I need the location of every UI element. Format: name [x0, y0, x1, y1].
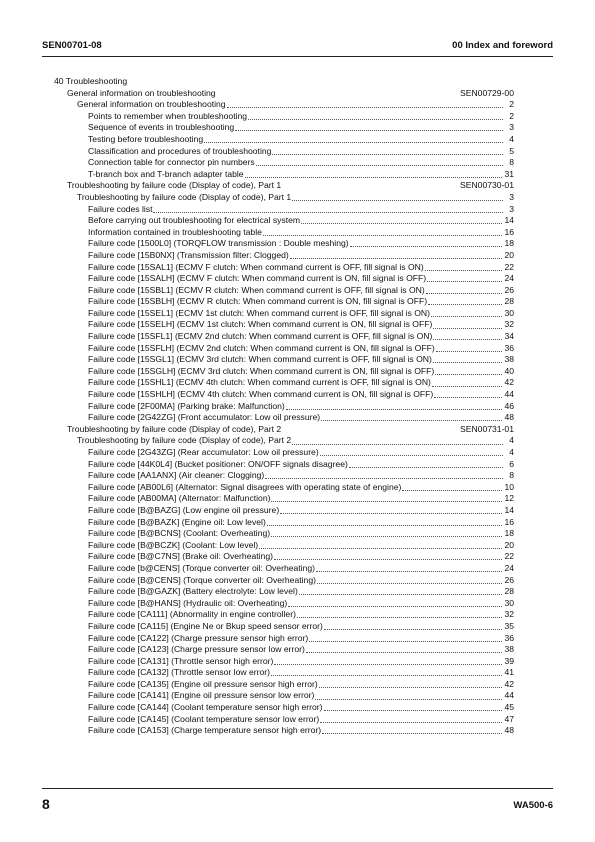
- page-ref: 39: [504, 655, 514, 666]
- entry-title: Failure code [44K0L4] (Bucket positioner: ON/OFF signals disagree): [88, 458, 348, 469]
- toc-entry[interactable]: [54, 690, 514, 702]
- dot-leader: [272, 154, 503, 155]
- page-ref: 24: [504, 562, 514, 573]
- dot-leader: [292, 444, 503, 445]
- entry-title: Failure code [B@C7NS] (Brake oil: Overheating): [88, 551, 273, 562]
- dot-leader: [288, 606, 502, 607]
- section-code: SEN00731-01: [460, 423, 514, 434]
- dot-leader: [435, 374, 502, 375]
- entry-title: Failure code [2F00MA] (Parking brake: Malfunction): [88, 400, 285, 411]
- toc-entry[interactable]: [54, 227, 514, 239]
- dot-leader: [265, 478, 503, 479]
- page-ref: 10: [504, 481, 514, 492]
- page-ref: 3: [509, 203, 514, 214]
- toc-entry[interactable]: [54, 285, 514, 297]
- page-ref: 20: [504, 539, 514, 550]
- entry-title: Failure code [CA145] (Coolant temperature sensor low error): [88, 713, 320, 724]
- page-ref: 3: [509, 191, 514, 202]
- page-ref: 48: [504, 725, 514, 736]
- entry-title: Before carrying out troubleshooting for electrical system: [88, 215, 301, 226]
- toc-entry[interactable]: [54, 575, 514, 587]
- page-ref: 44: [504, 389, 514, 400]
- dot-leader: [433, 339, 502, 340]
- page-ref: 14: [504, 504, 514, 515]
- page-ref: 40: [504, 365, 514, 376]
- dot-leader: [434, 397, 502, 398]
- toc-entry[interactable]: [54, 447, 514, 459]
- toc-entry[interactable]: [54, 354, 514, 366]
- toc-entry[interactable]: [54, 412, 514, 424]
- dot-leader: [319, 687, 503, 688]
- dot-leader: [433, 362, 503, 363]
- dot-leader: [263, 235, 503, 236]
- page-ref: 30: [504, 597, 514, 608]
- page-ref: 48: [504, 412, 514, 423]
- entry-title: Failure code [15SGL1] (ECMV 3rd clutch: When command current is OFF, fill signal is ON): [88, 354, 432, 365]
- page-ref: 16: [504, 226, 514, 237]
- entry-title: Failure code [15SHLH] (ECMV 4th clutch: When command current is ON, fill signal is OFF): [88, 389, 434, 400]
- toc-entry[interactable]: [54, 470, 514, 482]
- entry-title: Failure code [CA144] (Coolant temperature sensor high error): [88, 702, 323, 713]
- toc-entry[interactable]: [54, 366, 514, 378]
- dot-leader: [227, 107, 503, 108]
- page-ref: 36: [504, 342, 514, 353]
- dot-leader: [280, 513, 502, 514]
- toc-entry[interactable]: [54, 389, 514, 401]
- dot-leader: [320, 455, 503, 456]
- subsection-title: Troubleshooting by failure code (Display of code), Part 1: [77, 191, 292, 202]
- dot-leader: [427, 281, 502, 282]
- dot-leader: [349, 467, 503, 468]
- dot-leader: [271, 536, 502, 537]
- page-ref: 12: [504, 493, 514, 504]
- entry-title: Failure code [AB00L6] (Alternator: Signal disagrees with operating state of engine): [88, 481, 402, 492]
- entry-title: Failure code [15SHL1] (ECMV 4th clutch: When command current is OFF, fill signal is ON): [88, 377, 431, 388]
- toc-entry[interactable]: [54, 122, 514, 134]
- header-rule: [42, 56, 553, 57]
- toc-entry[interactable]: [54, 308, 514, 320]
- entry-title: Points to remember when troubleshooting: [88, 110, 248, 121]
- section-title: 00 Index and foreword: [452, 40, 553, 51]
- toc-entry[interactable]: [54, 215, 514, 227]
- section-heading: Troubleshooting by failure code (Display of code), Part 2: [67, 423, 282, 434]
- entry-title: Failure code [B@HANS] (Hydraulic oil: Overheating): [88, 597, 288, 608]
- page-ref: 24: [504, 273, 514, 284]
- dot-leader: [431, 316, 502, 317]
- entry-title: Failure code [CA132] (Throttle sensor low error): [88, 667, 270, 678]
- page-ref: 16: [504, 516, 514, 527]
- page-ref: 5: [509, 145, 514, 156]
- page-ref: 30: [504, 307, 514, 318]
- dot-leader: [204, 142, 503, 143]
- page-ref: 46: [504, 400, 514, 411]
- page-ref: 14: [504, 215, 514, 226]
- toc-section[interactable]: [54, 88, 514, 100]
- toc-entry[interactable]: [54, 134, 514, 146]
- toc-entry[interactable]: [54, 528, 514, 540]
- dot-leader: [436, 351, 503, 352]
- entry-title: Failure code [CA115] (Engine Ne or Bkup speed sensor error): [88, 620, 323, 631]
- toc-entry[interactable]: [54, 296, 514, 308]
- dot-leader: [153, 212, 503, 213]
- dot-leader: [306, 652, 503, 653]
- entry-title: T-branch box and T-branch adapter table: [88, 168, 244, 179]
- page-ref: 8: [509, 470, 514, 481]
- page-ref: 18: [504, 238, 514, 249]
- page-ref: 2: [509, 110, 514, 121]
- entry-title: Failure code [B@GAZK] (Battery electrolyte: Low level): [88, 586, 298, 597]
- entry-title: Failure code [2G43ZG] (Rear accumulator: Low oil pressure): [88, 447, 319, 457]
- page-ref: 34: [504, 331, 514, 342]
- toc-entry[interactable]: [54, 725, 514, 737]
- dot-leader: [292, 200, 503, 201]
- dot-leader: [315, 699, 502, 700]
- page-ref: 32: [504, 609, 514, 620]
- entry-title: Failure code [CA111] (Abnormality in engine controller): [88, 609, 296, 620]
- page-ref: 18: [504, 528, 514, 539]
- toc-entry[interactable]: [54, 667, 514, 679]
- dot-leader: [316, 571, 502, 572]
- page-ref: 36: [504, 632, 514, 643]
- entry-title: Failure code [B@BCZK] (Coolant: Low level): [88, 539, 259, 550]
- toc-entry[interactable]: [54, 505, 514, 517]
- toc-entry[interactable]: [54, 262, 514, 274]
- section-heading: Troubleshooting by failure code (Display of code), Part 1: [67, 180, 282, 191]
- entry-title: Failure code [B@BAZK] (Engine oil: Low level): [88, 516, 266, 527]
- entry-title: Failure code [2G42ZG] (Front accumulator: Low oil pressure): [88, 412, 321, 423]
- dot-leader: [426, 293, 503, 294]
- page-ref: 42: [504, 678, 514, 689]
- page-ref: 4: [509, 435, 514, 446]
- dot-leader: [301, 223, 502, 224]
- dot-leader: [309, 641, 502, 642]
- dot-leader: [350, 246, 503, 247]
- page-ref: 26: [504, 284, 514, 295]
- entry-title: Sequence of events in troubleshooting: [88, 122, 235, 133]
- page-ref: 3: [509, 122, 514, 133]
- dot-leader: [271, 501, 502, 502]
- dot-leader: [321, 420, 502, 421]
- dot-leader: [256, 165, 503, 166]
- page-ref: 32: [504, 319, 514, 330]
- dot-leader: [267, 525, 503, 526]
- dot-leader: [322, 733, 502, 734]
- toc-entry[interactable]: [54, 586, 514, 598]
- toc-entry[interactable]: [54, 146, 514, 158]
- toc-entry[interactable]: [54, 169, 514, 181]
- toc-entry[interactable]: [54, 551, 514, 563]
- entry-title: Failure code [B@CENS] (Torque converter oil: Overheating): [88, 574, 316, 585]
- dot-leader: [271, 675, 502, 676]
- dot-leader: [235, 130, 503, 131]
- dot-leader: [259, 548, 502, 549]
- entry-title: Failure code [15SAL1] (ECMV F clutch: When command current is OFF, fill signal is ON): [88, 261, 424, 272]
- dot-leader: [248, 119, 503, 120]
- toc-subsection[interactable]: [54, 99, 514, 111]
- entry-title: Connection table for connector pin numbers: [88, 157, 255, 168]
- page-ref: 47: [504, 713, 514, 724]
- dot-leader: [432, 386, 503, 387]
- toc-entry[interactable]: [54, 598, 514, 610]
- page-ref: 44: [504, 690, 514, 701]
- section-code: SEN00730-01: [460, 180, 514, 191]
- entry-title: Information contained in troubleshooting table: [88, 226, 262, 237]
- entry-title: Failure code [15SELH] (ECMV 1st clutch: When command current is ON, fill signal is OFF): [88, 319, 433, 330]
- entry-title: Failure code [15SFL1] (ECMV 2nd clutch: When command current is OFF, fill signal is ON): [88, 331, 433, 342]
- toc-entry[interactable]: [54, 644, 514, 656]
- page-ref: 45: [504, 702, 514, 713]
- toc-body: [54, 88, 514, 737]
- page-ref: 31: [504, 168, 514, 179]
- toc-entry[interactable]: [54, 517, 514, 529]
- toc-entry[interactable]: [54, 679, 514, 691]
- toc-section[interactable]: [54, 424, 514, 436]
- toc-subsection[interactable]: [54, 192, 514, 204]
- toc-entry[interactable]: [54, 111, 514, 123]
- dot-leader: [324, 629, 503, 630]
- toc-entry[interactable]: [54, 633, 514, 645]
- entry-title: Classification and procedures of troubleshooting: [88, 145, 272, 156]
- entry-title: Failure code [CA123] (Charge pressure sensor low error): [88, 644, 305, 655]
- toc-entry[interactable]: [54, 343, 514, 355]
- section-heading: General information on troubleshooting: [67, 87, 216, 98]
- page-ref: 38: [504, 354, 514, 365]
- toc-entry[interactable]: [54, 238, 514, 250]
- page-ref: 28: [504, 586, 514, 597]
- page-ref: 22: [504, 551, 514, 562]
- page-ref: 28: [504, 296, 514, 307]
- page-ref: 26: [504, 574, 514, 585]
- document-id: SEN00701-08: [42, 40, 102, 51]
- toc-entry[interactable]: [54, 621, 514, 633]
- entry-title: Failure code [15SFLH] (ECMV 2nd clutch: When command current is ON, fill signal is OFF): [88, 342, 435, 353]
- entry-title: Failure code [15SBL1] (ECMV R clutch: When command current is OFF, fill signal is ON): [88, 284, 425, 295]
- dot-leader: [428, 304, 502, 305]
- model-name: WA500-6: [513, 800, 553, 811]
- toc-entry[interactable]: [54, 482, 514, 494]
- page-ref: 6: [509, 458, 514, 469]
- entry-title: Failure code [15SALH] (ECMV F clutch: When command current is ON, fill signal is OFF): [88, 273, 427, 284]
- entry-title: Failure code [1500L0] (TORQFLOW transmission : Double meshing): [88, 238, 349, 249]
- dot-leader: [297, 617, 502, 618]
- toc-entry[interactable]: [54, 157, 514, 169]
- page-ref: 2: [509, 99, 514, 110]
- entry-title: Failure code [b@CENS] (Torque converter oil: Overheating): [88, 562, 316, 573]
- dot-leader: [274, 559, 502, 560]
- page-ref: 8: [509, 157, 514, 168]
- toc-entry[interactable]: [54, 331, 514, 343]
- entry-title: Failure code [CA131] (Throttle sensor high error): [88, 655, 274, 666]
- entry-title: Failure code [15B0NX] (Transmission filter: Clogged): [88, 249, 289, 260]
- footer-rule: [42, 788, 553, 789]
- toc-entry[interactable]: [54, 319, 514, 331]
- toc-entry[interactable]: [54, 250, 514, 262]
- toc-entry[interactable]: [54, 493, 514, 505]
- dot-leader: [425, 270, 503, 271]
- entry-title: Failure code [AA1ANX] (Air cleaner: Clogging): [88, 470, 265, 481]
- entry-title: Failure code [B@BCNS] (Coolant: Overheating): [88, 528, 271, 539]
- toc-entry[interactable]: [54, 714, 514, 726]
- subsection-title: Troubleshooting by failure code (Display of code), Part 2: [77, 435, 292, 446]
- toc-subsection[interactable]: [54, 435, 514, 447]
- page-ref: 38: [504, 644, 514, 655]
- dot-leader: [299, 594, 503, 595]
- page-ref: 22: [504, 261, 514, 272]
- entry-title: Failure code [15SGLH] (ECMV 3rd clutch: When command current is ON, fill signal is OFF): [88, 365, 435, 376]
- entry-title: Failure code [B@BAZG] (Low engine oil pressure): [88, 504, 280, 515]
- dot-leader: [245, 177, 503, 178]
- entry-title: Failure code [AB00MA] (Alternator: Malfunction): [88, 493, 271, 504]
- toc-entry[interactable]: [54, 702, 514, 714]
- toc-entry[interactable]: [54, 540, 514, 552]
- page-ref: 4: [509, 447, 514, 457]
- dot-leader: [317, 583, 502, 584]
- dot-leader: [433, 328, 502, 329]
- dot-leader: [286, 409, 503, 410]
- chapter-title: 40 Troubleshooting: [54, 76, 128, 86]
- toc-entry[interactable]: [54, 459, 514, 471]
- toc-entry[interactable]: [54, 609, 514, 621]
- toc-entry[interactable]: [54, 656, 514, 668]
- dot-leader: [274, 664, 502, 665]
- toc-entry[interactable]: [54, 401, 514, 413]
- entry-title: Failure code [CA122] (Charge pressure sensor high error): [88, 632, 309, 643]
- table-of-contents: [54, 76, 514, 737]
- page-ref: 20: [504, 249, 514, 260]
- entry-title: Failure code [CA153] (Charge temperature sensor high error): [88, 725, 322, 736]
- page-ref: 4: [509, 133, 514, 144]
- subsection-title: General information on troubleshooting: [77, 99, 226, 110]
- section-code: SEN00729-00: [460, 87, 514, 98]
- toc-section[interactable]: [54, 180, 514, 192]
- page-ref: 41: [504, 667, 514, 678]
- dot-leader: [324, 710, 503, 711]
- toc-entry[interactable]: [54, 377, 514, 389]
- page-ref: 42: [504, 377, 514, 388]
- toc-entry[interactable]: [54, 204, 514, 216]
- toc-entry[interactable]: [54, 273, 514, 285]
- dot-leader: [290, 258, 503, 259]
- entry-title: Failure code [15SEL1] (ECMV 1st clutch: When command current is OFF, fill signal is ON): [88, 307, 430, 318]
- dot-leader: [320, 722, 502, 723]
- entry-title: Failure code [15SBLH] (ECMV R clutch: When command current is ON, fill signal is OFF): [88, 296, 428, 307]
- entry-title: Failure code [CA141] (Engine oil pressure sensor low error): [88, 690, 315, 701]
- toc-entry[interactable]: [54, 563, 514, 575]
- toc-chapter: [54, 76, 514, 88]
- page-ref: 35: [504, 620, 514, 631]
- entry-title: Failure codes list: [88, 203, 153, 214]
- dot-leader: [402, 490, 502, 491]
- entry-title: Testing before troubleshooting: [88, 133, 204, 144]
- entry-title: Failure code [CA135] (Engine oil pressure sensor high error): [88, 678, 318, 689]
- page-number: 8: [42, 796, 50, 812]
